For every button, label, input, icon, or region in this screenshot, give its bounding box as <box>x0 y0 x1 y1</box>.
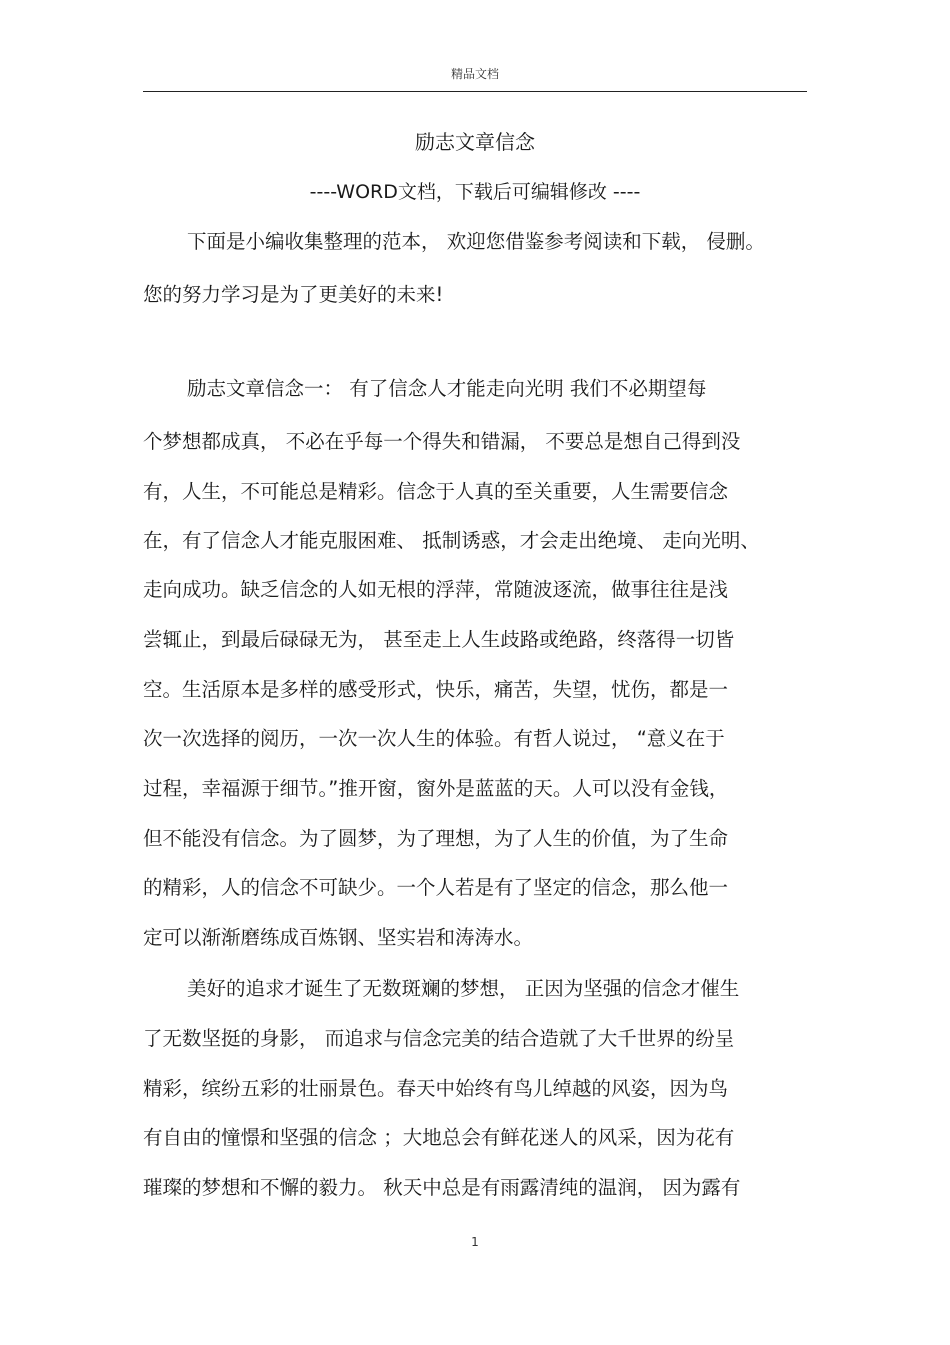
body-line: 励志文章信念一： 有了信念人才能走向光明 我们不必期望每 <box>187 377 707 400</box>
document-title: 励志文章信念 <box>415 130 535 154</box>
body-line: 次一次选择的阅历，一次一次人生的体验。有哲人说过， “意义在于 <box>143 727 725 750</box>
body-line: 有自由的憧憬和坚强的信念 ；大地总会有鲜花迷人的风采，因为花有 <box>143 1126 735 1149</box>
body-line: 但不能没有信念。为了圆梦，为了理想，为了人生的价值，为了生命 <box>143 827 729 850</box>
body-line: 尝辄止，到最后碌碌无为， 甚至走上人生歧路或绝路，终落得一切皆 <box>143 628 735 651</box>
page-number: 1 <box>471 1235 479 1249</box>
body-line: 过程，幸福源于细节。”推开窗，窗外是蓝蓝的天。人可以没有金钱， <box>143 777 729 800</box>
body-line: 空。生活原本是多样的感受形式，快乐，痛苦，失望，忧伤，都是一 <box>143 678 729 701</box>
body-line: 了无数坚挺的身影， 而追求与信念完美的结合造就了大千世界的纷呈 <box>143 1027 735 1050</box>
body-line: 定可以渐渐磨练成百炼钢、坚实岩和涛涛水。 <box>143 926 534 949</box>
body-line: 您的努力学习是为了更美好的未来! <box>143 283 444 306</box>
body-line: 有，人生，不可能总是精彩。信念于人真的至关重要，人生需要信念 <box>143 480 729 503</box>
body-line: 下面是小编收集整理的范本， 欢迎您借鉴参考阅读和下载， 侵删。 <box>187 230 765 253</box>
body-line: 的精彩，人的信念不可缺少。一个人若是有了坚定的信念，那么他一 <box>143 876 729 899</box>
body-line: 精彩，缤纷五彩的壮丽景色。春天中始终有鸟儿绰越的风姿，因为鸟 <box>143 1077 729 1100</box>
body-line: 个梦想都成真， 不必在乎每一个得失和错漏， 不要总是想自己得到没 <box>143 430 741 453</box>
body-line: 璀璨的梦想和不懈的毅力。 秋天中总是有雨露清纯的温润， 因为露有 <box>143 1176 741 1199</box>
body-line: 美好的追求才诞生了无数斑斓的梦想， 正因为坚强的信念才催生 <box>187 977 740 1000</box>
document-subtitle: ----WORD文档，下载后可编辑修改 ---- <box>309 181 641 203</box>
header-divider <box>143 91 807 92</box>
page-header: 精品文档 <box>450 67 499 81</box>
body-line: 走向成功。缺乏信念的人如无根的浮萍，常随波逐流，做事往往是浅 <box>143 578 729 601</box>
body-line: 在，有了信念人才能克服困难、 抵制诱惑，才会走出绝境、 走向光明、 <box>143 529 760 552</box>
